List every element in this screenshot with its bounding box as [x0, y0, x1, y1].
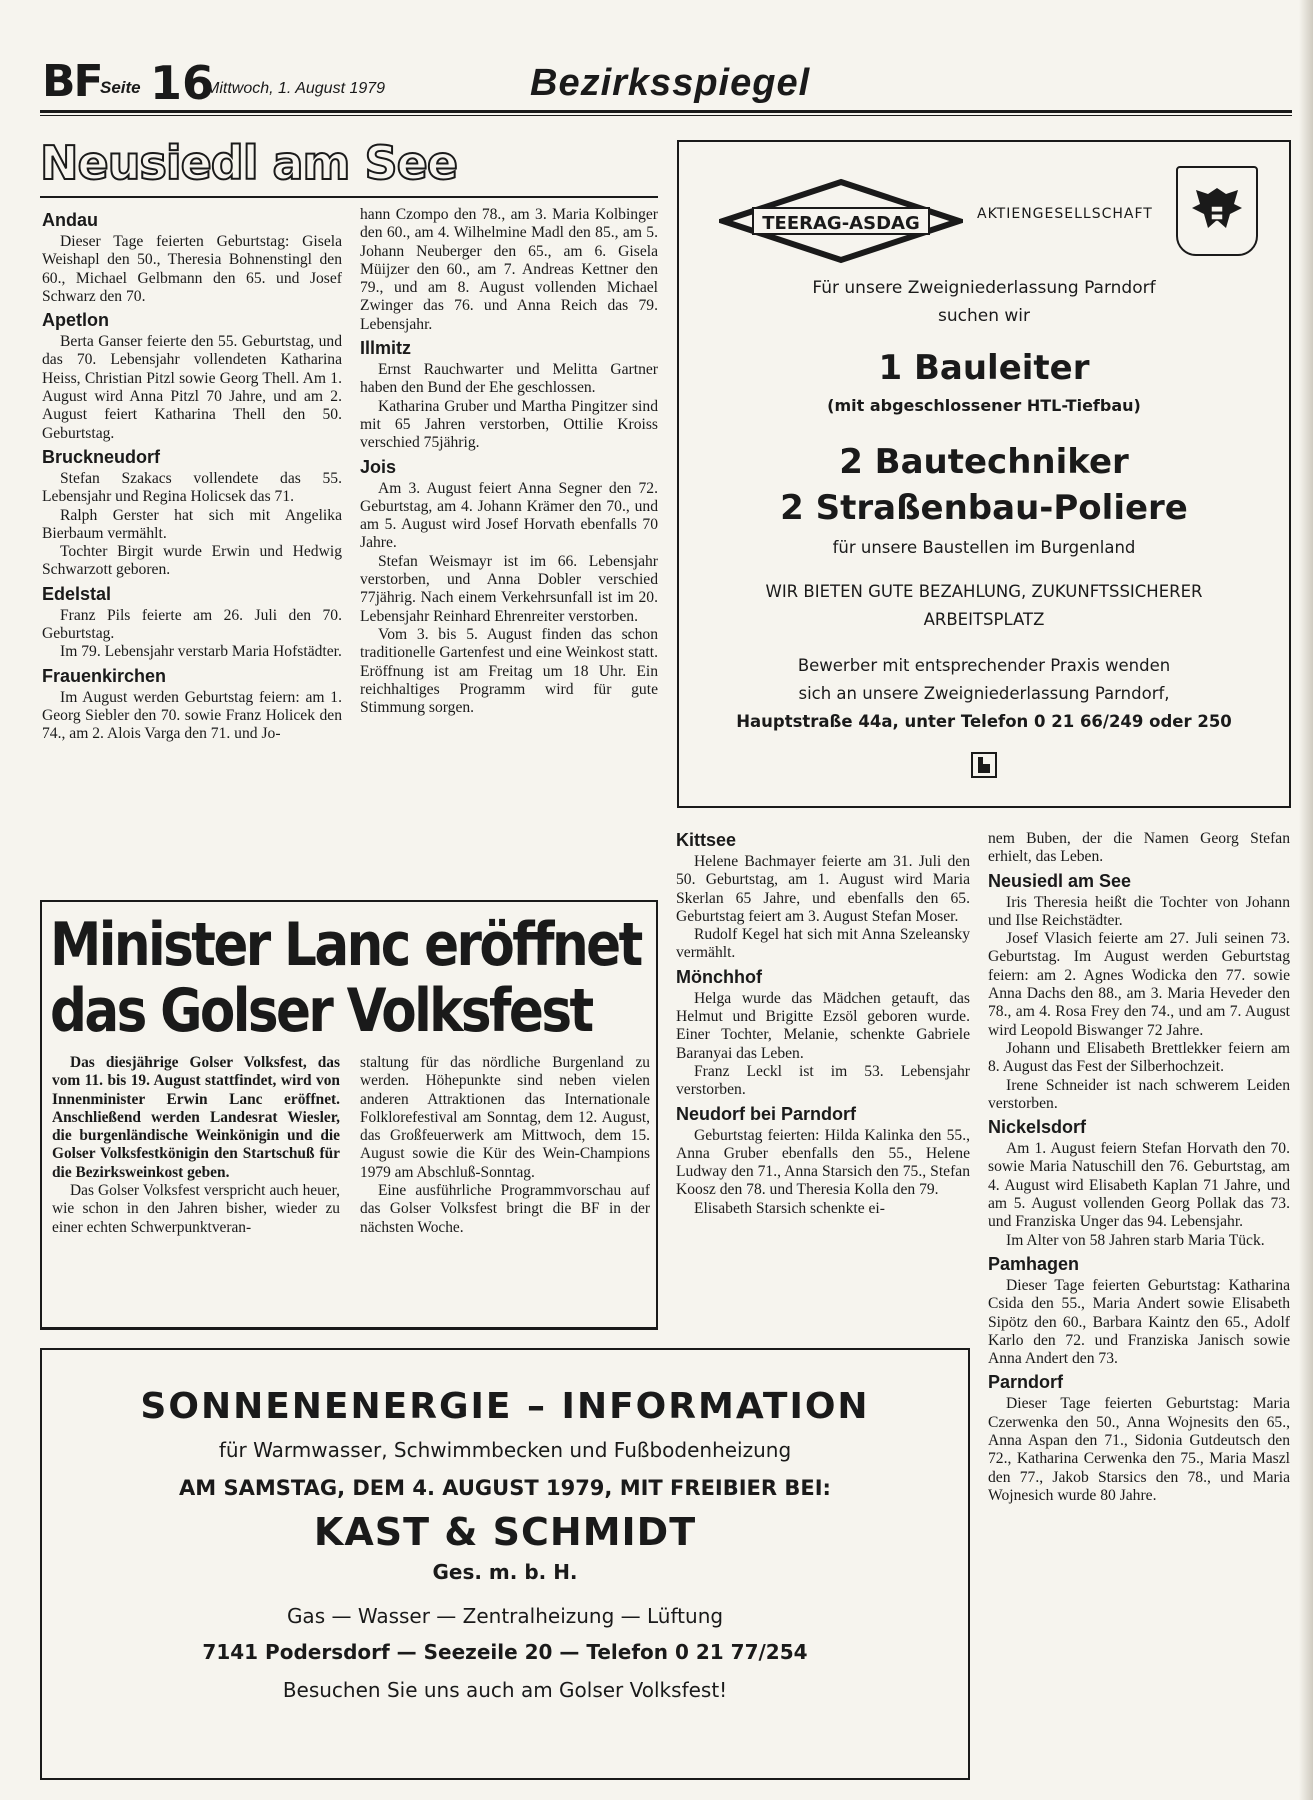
news-item: Im 79. Lebensjahr verstarb Maria Hofstädter. — [60, 643, 342, 661]
town-heading: Neusiedl am See — [988, 870, 1132, 891]
town-heading: Jois — [360, 456, 397, 477]
event-date: AM SAMSTAG, DEM 4. AUGUST 1979, MIT FREIBIER BEI: — [179, 1476, 831, 1500]
news-item: Geburtstag feierten: Hilda Kalinka den 55., Anna Gruber ebenfalls den 55., Helene Ludway den 71., Anna Starsich den 75., Stefan Koosz den 78. und Theresia Kolla den 79. — [676, 1126, 970, 1199]
news-item: Dieser Tage feierten Geburtstag: Katharina Csida den 55., Maria Andert sowie Elisabeth Sipötz den 60., Barbara Kaintz den 65., Adolf Karlo den 72. und Franziska Janisch sowie Anna Andert den 73. — [988, 1276, 1290, 1368]
town-heading: Pamhagen — [988, 1253, 1080, 1274]
job-advertisement — [677, 140, 1291, 808]
news-column-4 — [988, 830, 1290, 1505]
news-item: Im Alter von 58 Jahren starb Maria Tück. — [1006, 1231, 1265, 1249]
news-item: Im August werden Geburtstag feiern: am 1. Georg Siebler den 70. sowie Franz Holicek den 74., am 2. Alois Varga den 71. und Jo- — [42, 688, 342, 743]
town-heading: Nickelsdorf — [988, 1117, 1087, 1138]
state-award-seal — [1176, 166, 1258, 256]
logo-text: TEERAG-ASDAG — [762, 213, 920, 234]
page-label: Seite — [100, 78, 141, 97]
solar-title: SONNENENERGIE – INFORMATION — [140, 1386, 870, 1427]
masthead-rule — [40, 110, 1292, 113]
news-item: Stefan Weismayr ist im 66. Lebensjahr verstorben, und Anna Dobler verschied 77jährig. Nach einem Verkehrsunfall ist im 20. Lebensjahr Reinhard Ehrenreiter verstorben. — [360, 552, 658, 625]
offer-line-2: ARBEITSPLATZ — [923, 610, 1045, 629]
article-lead: Das diesjährige Golser Volksfest, das vom 11. bis 19. August stattfindet, wird von Innenminister Erwin Lanc eröffnet. Anschließend werden Landesrat Wiesler, die burgenländische Weinkönigin und die Golser Volksfestkönigin den Startschuß für die Bezirksweinkost geben. Das Golser Volksfest verspricht auch heuer, wie schon in den Jahren bisher, wieder zu einer echten Schwerpunktveran- — [52, 1054, 340, 1236]
news-item: nem Buben, der die Namen Georg Stefan erhielt, das Leben. — [988, 830, 1290, 866]
town-heading: Bruckneudorf — [42, 446, 161, 467]
company-logo — [719, 178, 963, 264]
position-1-note: (mit abgeschlossener HTL-Tiefbau) — [827, 396, 1141, 415]
article-body-3: Eine ausführliche Programmvorschau auf das Golser Volksfest bringt die BF in der nächsten Woche. — [360, 1182, 650, 1236]
article-body-2: staltung für das nördliche Burgenland zu werden. Höhepunkte sind neben vielen anderen Attraktionen das Internationale Folklorefestival am Sonntag, dem 12. August, das Großfeuerwerk am Mittwoch, dem 15. August sowie die Kür des Wein-Champions 1979 am Abschluß-Sonntag. — [360, 1054, 650, 1181]
news-item: Am 1. August feiern Stefan Horvath den 70. sowie Maria Natuschill den 76. Geburtstag, am 4. August wird Elisabeth Kaplan 71 Jahre, und am 5. August vollenden Georg Pollak das 73. und Franziska Unger das 94. Lebensjahr. — [988, 1140, 1290, 1231]
news-item: Helga wurde das Mädchen getauft, das Helmut und Brigitte Ezsöl geboren wurde. Einer Tochter, Melanie, schenkte Gabriele Baranyai das Leben. — [676, 989, 970, 1062]
region-rule — [40, 196, 658, 198]
feature-article — [40, 900, 658, 1330]
page-number: 16 — [150, 56, 215, 110]
town-heading: Illmitz — [360, 338, 412, 359]
headline-line-1: Minister Lanc eröffnet — [50, 910, 641, 980]
news-item: Berta Ganser feierte den 55. Geburtstag, und das 70. Lebensjahr vollendeten Katharina Heiss, Christian Pitzl sowie Georg Thell. Am 1. August wird Anna Pitzl 70 Jahre, und am 2. August feiert Katharina Thell den 50. Geburtstag. — [42, 333, 342, 442]
issue-date: Mittwoch, 1. August 1979 — [206, 80, 386, 97]
news-item: Rudolf Kegel hat sich mit Anna Szeleansky vermählt. — [676, 926, 970, 962]
news-item: Helene Bachmayer feierte am 31. Juli den 50. Geburtstag, am 1. August wird Maria Skerlan 65 Jahre, und ebenfalls den 65. Geburtstag feiert am 3. August Stefan Moser. — [676, 853, 970, 925]
solar-info-advertisement — [40, 1348, 970, 1780]
news-item: Tochter Birgit wurde Erwin und Hedwig Schwarzott geboren. — [42, 543, 342, 579]
article-body-1: Das Golser Volksfest verspricht auch heuer, wie schon in den Jahren bisher, wieder zu einer echten Schwerpunktveran- — [52, 1182, 340, 1236]
address-phone: 7141 Podersdorf — Seezeile 20 — Telefon 0 21 77/254 — [202, 1640, 808, 1664]
headline-line-2: das Golser Volksfest — [50, 976, 592, 1046]
position-2: 2 Bautechniker — [839, 442, 1129, 482]
news-item: Am 3. August feiert Anna Segner den 72. Geburtstag, am 4. Johann Krämer den 70., und am 5. August wird Josef Horvath ebenfalls 70 Jahre. — [360, 479, 658, 552]
news-item: Iris Theresia heißt die Tochter von Johann und Ilse Reichstädter. — [988, 893, 1290, 929]
contact-line-2: sich an unsere Zweigniederlassung Parndorf, — [798, 684, 1170, 703]
news-item: Katharina Gruber und Martha Pingitzer sind mit 65 Jahren verstorben, Ottilie Kroiss verschied 75jährig. — [360, 397, 658, 452]
company-name: AKTIENGESELLSCHAFT — [977, 206, 1153, 222]
town-heading: Mönchhof — [676, 966, 762, 987]
town-heading: Apetlon — [42, 310, 109, 331]
news-item: Dieser Tage feierten Geburtstag: Gisela Weishapl den 50., Theresia Bohnenstingl den 60., Michael Gelbmann den 65. und Josef Schwarz den 70. — [42, 233, 342, 305]
news-item: Dieser Tage feierten Geburtstag: Maria Czerwenka den 50., Anna Wojnesits den 65., Anna Aspan den 71., Sidonia Gutdeutsch den 72., Katharina Cerwenka den 75., Maria Maszl den 77., Jakob Starsics den 78., und Maria Wojnesich wurde 80 Jahre. — [988, 1395, 1290, 1504]
paper-logo: BF — [42, 56, 102, 107]
news-item: Ralph Gerster hat sich mit Angelika Bierbaum vermählt. — [42, 506, 342, 542]
town-heading: Kittsee — [676, 830, 737, 850]
page-edge — [1299, 0, 1313, 1800]
news-item: Elisabeth Starsich schenkte ei- — [694, 1199, 885, 1217]
company-name: KAST & SCHMIDT — [313, 1510, 697, 1554]
town-heading: Frauenkirchen — [42, 665, 167, 686]
town-heading: Parndorf — [988, 1372, 1064, 1393]
contact-line-3: Hauptstraße 44a, unter Telefon 0 21 66/249 oder 250 — [736, 712, 1232, 731]
town-heading: Edelstal — [42, 583, 112, 604]
news-item: Franz Pils feierte am 26. Juli den 70. Geburtstag. — [42, 606, 342, 643]
town-heading: Neudorf bei Parndorf — [676, 1103, 857, 1124]
news-item: Ernst Rauchwarter und Melitta Gartner haben den Bund der Ehe geschlossen. — [360, 361, 658, 397]
services: Gas — Wasser — Zentralheizung — Lüftung — [286, 1604, 724, 1628]
position-3: 2 Straßenbau-Poliere — [780, 488, 1188, 528]
news-item: Stefan Szakacs vollendete das 55. Lebensjahr und Regina Holicsek das 71. — [42, 469, 342, 506]
news-column-3 — [676, 826, 970, 1218]
invitation: Besuchen Sie uns auch am Golser Volksfest! — [282, 1678, 728, 1702]
position-3-note: für unsere Baustellen im Burgenland — [832, 538, 1136, 557]
section-title: Bezirksspiegel — [530, 62, 811, 104]
region-title: Neusiedl am See — [40, 136, 458, 190]
offer-line-1: WIR BIETEN GUTE BEZAHLUNG, ZUKUNFTSSICHERER — [765, 582, 1203, 601]
news-item: Josef Vlasich feierte am 27. Juli seinen 73. Geburtstag. Im August werden Geburtstag feiern: am 2. Agnes Wodicka den 77. sowie Anna Dachs den 88., am 3. Maria Heveder den 78., am 4. Rosa Frey den 74., und am 7. August wird Leopold Biswanger 72 Jahre. — [988, 930, 1290, 1039]
news-item: Franz Leckl ist im 53. Lebensjahr verstorben. — [676, 1062, 970, 1099]
position-1: 1 Bauleiter — [878, 348, 1090, 388]
eagle-emblem-icon — [1178, 168, 1256, 254]
intro-line-2: suchen wir — [937, 306, 1030, 326]
agency-mark-icon — [971, 752, 997, 778]
news-column-1 — [42, 206, 342, 744]
article-body-right — [360, 1054, 650, 1237]
news-item: hann Czompo den 78., am 3. Maria Kolbinger den 60., am 4. Wilhelmine Madl den 85., am 5. Johann Neuberger den 65., am 6. Gisela Müijzer den 60., am 7. Andreas Kettner den 79., und am 8. August vollenden Michael Zwinger das 76. und Anna Reich das 79. Lebensjahr. — [360, 206, 658, 333]
town-heading: Andau — [42, 210, 98, 230]
news-column-2 — [360, 206, 658, 717]
contact-line-1: Bewerber mit entsprechender Praxis wenden — [797, 656, 1171, 675]
solar-subtitle: für Warmwasser, Schwimmbecken und Fußbodenheizung — [218, 1438, 792, 1462]
news-item: Johann und Elisabeth Brettlekker feiern am 8. August das Fest der Silberhochzeit. — [988, 1039, 1290, 1076]
news-item: Vom 3. bis 5. August finden das schon traditionelle Gartenfest und eine Weinkost statt. Eröffnung ist am Freitag um 18 Uhr. Ein reichhaltiges Programm wird für gute Stimmung sorgen. — [360, 625, 658, 717]
masthead-rule-thin — [40, 115, 1292, 116]
news-item: Irene Schneider ist nach schwerem Leiden verstorben. — [988, 1076, 1290, 1112]
intro-line-1: Für unsere Zweigniederlassung Parndorf — [812, 278, 1156, 298]
company-legal-form: Ges. m. b. H. — [432, 1560, 578, 1584]
